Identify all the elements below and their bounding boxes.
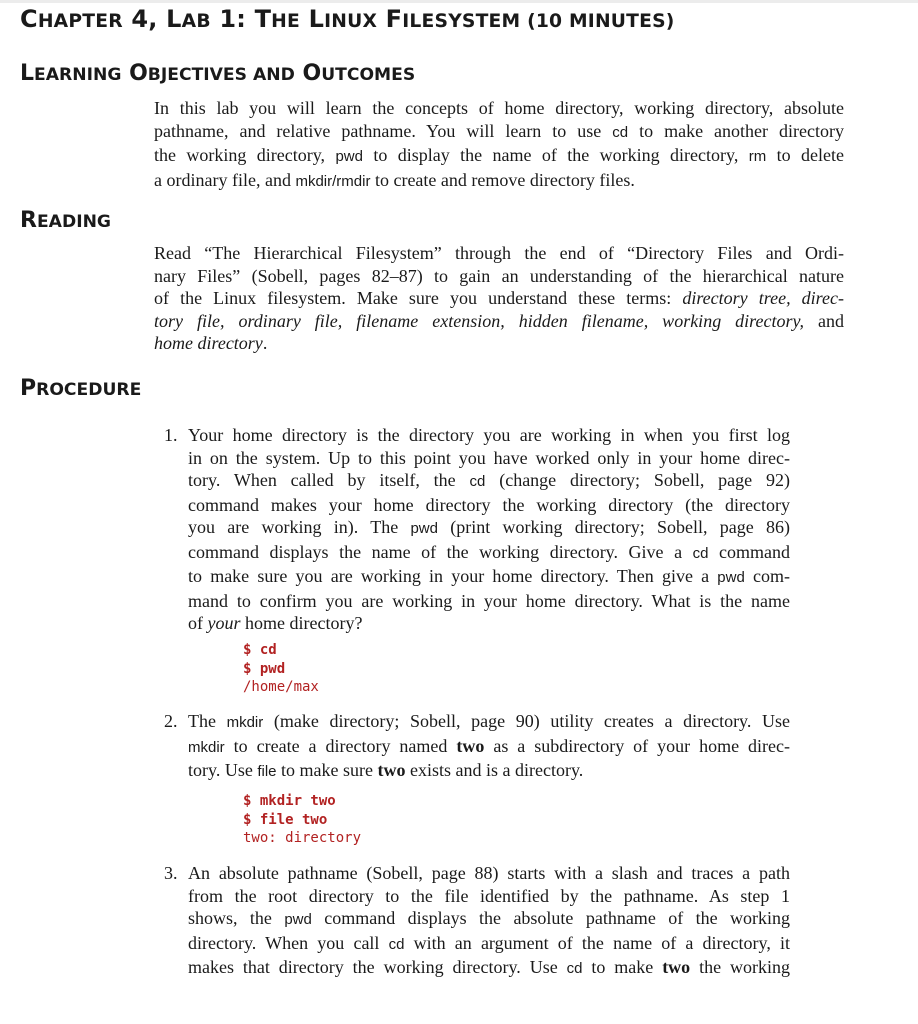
text-line: tory file, ordinary file, filename extension, hidden filename, working directory, and xyxy=(154,310,844,331)
code-output: two: directory xyxy=(243,830,362,846)
text-line: 3. An absolute pathname (Sobell, page 88) starts with a slash and traces a path xyxy=(164,863,790,883)
procedure-step-3 xyxy=(164,862,790,981)
reading-paragraph xyxy=(154,242,844,355)
step-number: 3. xyxy=(164,863,178,883)
text-line: command displays the name of the working directory. Give a cd command xyxy=(188,541,790,562)
code-line: $ file two xyxy=(243,811,328,828)
text-line: pathname, and relative pathname. You will learn to use cd to make another directory xyxy=(154,120,844,141)
step-number: 2. xyxy=(164,711,178,731)
text-line: of the Linux filesystem. Make sure you understand these terms: directory tree, direc- xyxy=(154,288,844,308)
text-line: command makes your home directory the working directory (the directory xyxy=(188,494,790,515)
text-line: tory. When called by itself, the cd (change directory; Sobell, page 92) xyxy=(188,470,790,490)
code-line: $ mkdir two xyxy=(243,793,336,809)
text-line: home directory. xyxy=(154,333,268,353)
section-heading-objectives: LEARNING OBJECTIVES AND OUTCOMES xyxy=(20,61,416,86)
procedure-step-2 xyxy=(164,710,790,784)
chapter-title: CHAPTER 4, LAB 1: THE LINUX FILESYSTEM (10 MINUTES) xyxy=(20,5,675,33)
code-line: $ pwd xyxy=(243,660,286,677)
objectives-paragraph xyxy=(154,97,844,193)
text-line: makes that directory the working directory. Use cd to make two the working xyxy=(188,957,790,977)
text-line: 1. Your home directory is the directory you are working in when you first log xyxy=(164,425,790,445)
text-line: directory. When you call cd with an argument of the name of a directory, it xyxy=(188,932,791,953)
text-line: In this lab you will learn the concepts of home directory, working directory, absolute xyxy=(154,98,844,118)
procedure-step-1 xyxy=(164,424,790,635)
text-line: of your home directory? xyxy=(188,613,363,633)
text-line: shows, the pwd command displays the absolute pathname of the working xyxy=(188,908,790,928)
text-line: the working directory, pwd to display the name of the working directory, rm to delete xyxy=(154,145,844,165)
text-line: tory. Use file to make sure two exists and is a directory. xyxy=(188,760,584,780)
top-rule xyxy=(0,0,918,3)
section-heading-reading: READING xyxy=(20,208,112,233)
text-line: from the root directory to the file identified by the pathname. As step 1 xyxy=(188,885,790,906)
step-number: 1. xyxy=(164,425,178,445)
code-line: $ cd xyxy=(243,642,277,658)
text-line: to make sure you are working in your home directory. Then give a pwd com- xyxy=(188,566,790,586)
text-line: you are working in). The pwd (print working directory; Sobell, page 86) xyxy=(188,517,790,537)
code-block-step-2 xyxy=(243,792,361,848)
text-line: Read “The Hierarchical Filesystem” through the end of “Directory Files and Ordi- xyxy=(154,243,844,263)
text-line: in on the system. Up to this point you have worked only in your home direc- xyxy=(188,447,790,468)
code-block-step-1 xyxy=(243,641,319,697)
code-output: /home/max xyxy=(243,679,319,695)
text-line: mkdir to create a directory named two as a subdirectory of your home direc- xyxy=(188,735,791,756)
text-line: 2. The mkdir (make directory; Sobell, page 90) utility creates a directory. Use xyxy=(164,711,790,731)
text-line: nary Files” (Sobell, pages 82–87) to gain an understanding of the hierarchical nature xyxy=(154,265,844,286)
text-line: a ordinary file, and mkdir/rmdir to create and remove directory files. xyxy=(154,169,635,190)
text-line: mand to confirm you are working in your home directory. What is the name xyxy=(188,590,790,611)
section-heading-procedure: PROCEDURE xyxy=(20,376,142,401)
